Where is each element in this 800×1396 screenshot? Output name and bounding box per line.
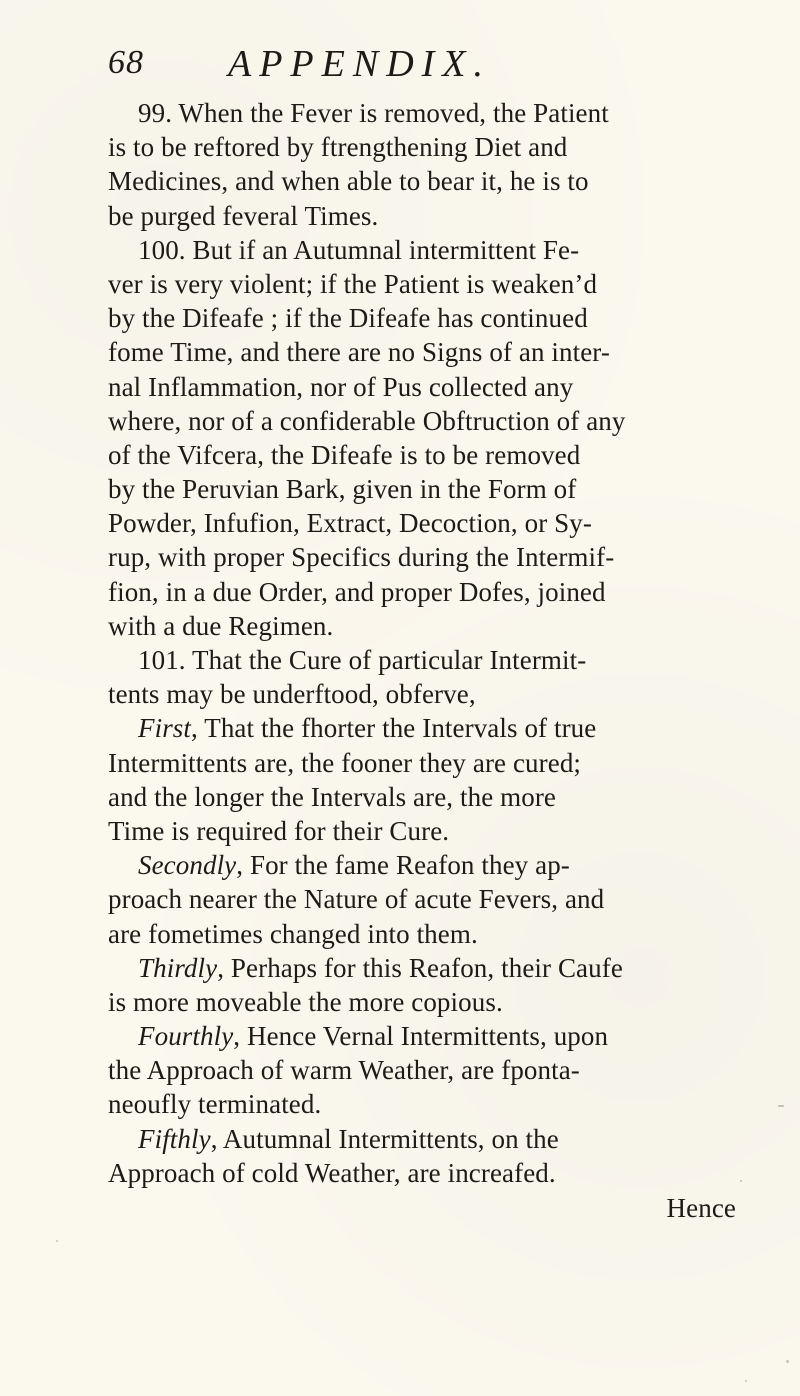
catchword: Hence xyxy=(666,1193,736,1223)
text-line: where, nor of a confiderable Obftruction of any xyxy=(108,405,626,436)
paper-speck xyxy=(786,1360,789,1363)
page-number: 68 xyxy=(108,44,144,81)
text-line: and the longer the Intervals are, the more xyxy=(108,781,557,812)
text-line: are fometimes changed into them. xyxy=(108,918,478,949)
text-line: by the Peruvian Bark, given in the Form of xyxy=(108,474,577,505)
paper-speck xyxy=(778,1105,784,1107)
text-line: proach nearer the Nature of acute Fevers, and xyxy=(108,884,605,915)
text-line: First, That the fhorter the Intervals of true xyxy=(138,713,597,744)
paper-speck xyxy=(740,1180,742,1182)
text-line: 99. When the Fever is removed, the Patient xyxy=(138,98,609,128)
text-line: with a due Regimen. xyxy=(108,610,334,641)
text-line: is more moveable the more copious. xyxy=(108,986,503,1017)
text-line: Intermittents are, the fooner they are cured; xyxy=(108,747,582,778)
paper-speck xyxy=(56,1240,58,1242)
text-line: Thirdly, Perhaps for this Reafon, their Caufe xyxy=(138,952,623,983)
text-line: neoufly terminated. xyxy=(108,1089,322,1120)
text-line: Fourthly, Hence Vernal Intermittents, upon xyxy=(138,1021,609,1052)
text-line: Powder, Infufion, Extract, Decoction, or Sy- xyxy=(108,508,592,539)
text-line: of the Vifcera, the Difeafe is to be removed xyxy=(108,439,581,470)
text-line: by the Difeafe ; if the Difeafe has continued xyxy=(108,303,588,334)
text-line: Approach of cold Weather, are increafed. xyxy=(108,1157,556,1188)
text-line: Secondly, For the fame Reafon they ap- xyxy=(138,850,570,881)
text-line: rup, with proper Specifics during the Intermif- xyxy=(108,542,615,573)
text-line: the Approach of warm Weather, are fponta- xyxy=(108,1055,580,1086)
text-line: tents may be underftood, obferve, xyxy=(108,679,476,710)
text-line: Time is required for their Cure. xyxy=(108,815,450,846)
text-line: be purged feveral Times. xyxy=(108,200,379,231)
text-line: is to be reftored by ftrengthening Diet and xyxy=(108,132,568,163)
text-line: ver is very violent; if the Patient is weaken’d xyxy=(108,268,598,299)
body-text xyxy=(108,96,742,1225)
page-header xyxy=(108,44,668,100)
text-line: Fifthly, Autumnal Intermittents, on the xyxy=(138,1123,559,1154)
paper-speck xyxy=(745,1380,747,1382)
text-line: Medicines, and when able to bear it, he is to xyxy=(108,166,589,197)
text-line: 101. That the Cure of particular Intermit- xyxy=(138,645,587,675)
running-head: APPENDIX. xyxy=(228,43,492,85)
text-line: fome Time, and there are no Signs of an inter- xyxy=(108,337,610,368)
text-line: fion, in a due Order, and proper Dofes, joined xyxy=(108,576,606,607)
text-line: nal Inflammation, nor of Pus collected any xyxy=(108,371,574,402)
text-line: 100. But if an Autumnal intermittent Fe- xyxy=(138,234,580,265)
